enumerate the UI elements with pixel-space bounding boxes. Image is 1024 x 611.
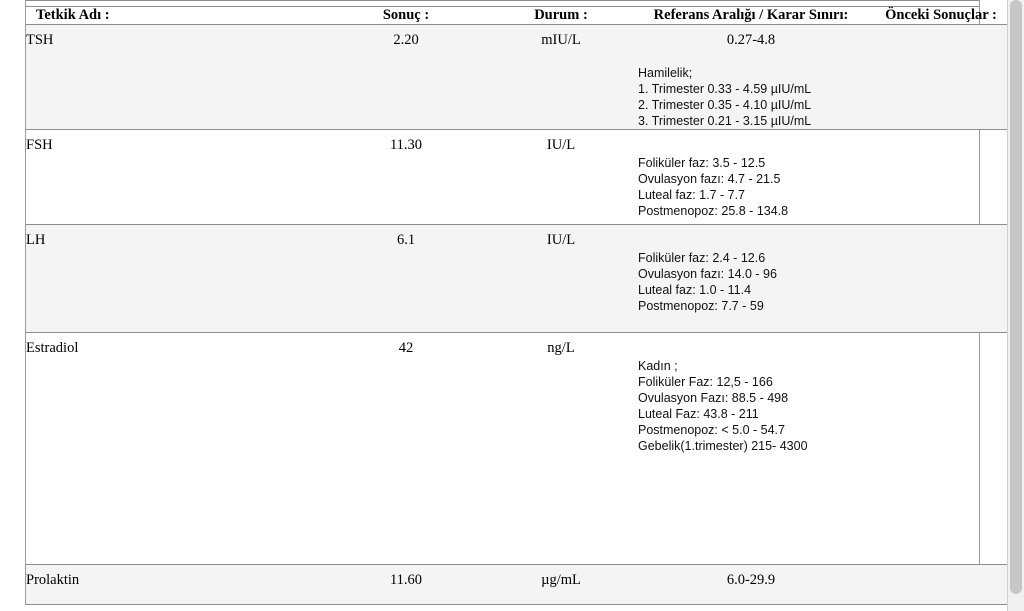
test-result: 2.20 — [326, 25, 486, 130]
reference-range — [636, 565, 866, 605]
reference-note-line: Postmenopoz: 25.8 - 134.8 — [638, 204, 789, 218]
reference-note-line: 1. Trimester 0.33 - 4.59 µIU/mL — [638, 82, 812, 96]
header-result: Sonuç : — [382, 7, 430, 23]
lab-results-table — [26, 7, 1016, 605]
previous-result — [866, 25, 1016, 130]
scrollbar-thumb[interactable] — [1010, 0, 1022, 594]
reference-note-line: Postmenopoz: 7.7 - 59 — [638, 299, 764, 313]
reference-note-line: Ovulasyon Fazı: 88.5 - 498 — [638, 391, 789, 405]
reference-range — [636, 225, 866, 333]
reference-note-line: Foliküler Faz: 12,5 - 166 — [638, 375, 773, 389]
test-unit: ng/L — [547, 340, 575, 356]
top-rule — [26, 0, 979, 7]
reference-note-line: Foliküler faz: 2.4 - 12.6 — [638, 251, 766, 265]
test-unit: IU/L — [486, 225, 636, 333]
test-result: 11.60 — [326, 565, 486, 605]
reference-note-line: Foliküler faz: 3.5 - 12.5 — [638, 156, 766, 170]
reference-notes — [636, 65, 866, 129]
test-unit: µg/mL — [486, 565, 636, 605]
table-header-row — [26, 7, 1016, 25]
lab-report — [25, 0, 997, 605]
header-status: Durum : — [534, 7, 588, 23]
reference-note-line: Ovulasyon fazı: 4.7 - 21.5 — [638, 172, 781, 186]
reference-note-line: Ovulasyon fazı: 14.0 - 96 — [638, 267, 777, 281]
left-margin — [0, 0, 25, 611]
test-result: 6.1 — [326, 225, 486, 333]
reference-note-line: Postmenopoz: < 5.0 - 54.7 — [638, 423, 785, 437]
test-name: LH — [26, 225, 326, 333]
reference-range — [636, 25, 866, 130]
test-result: 42 — [398, 340, 414, 356]
header-reference-range: Referans Aralığı / Karar Sınırı: — [653, 7, 849, 23]
vertical-scrollbar[interactable] — [1007, 0, 1024, 611]
table-row — [26, 333, 1016, 565]
reference-notes — [636, 250, 866, 314]
test-name: FSH — [26, 137, 53, 153]
test-name: TSH — [26, 25, 326, 130]
previous-result — [866, 225, 1016, 333]
reference-range — [636, 130, 866, 225]
test-unit: IU/L — [546, 137, 576, 153]
reference-range — [636, 333, 866, 565]
reference-note-line: Gebelik(1.trimester) 215- 4300 — [638, 439, 808, 453]
previous-result — [866, 130, 1016, 225]
reference-note-line: Luteal faz: 1.7 - 7.7 — [638, 188, 746, 202]
table-row — [26, 130, 1016, 225]
previous-result — [866, 565, 1016, 605]
reference-note-line: Kadın ; — [638, 359, 678, 373]
reference-notes — [636, 358, 866, 454]
test-name: Prolaktin — [26, 565, 326, 605]
reference-note-line: Luteal faz: 1.0 - 11.4 — [638, 283, 752, 297]
reference-main: 6.0-29.9 — [726, 572, 776, 588]
test-unit: mIU/L — [486, 25, 636, 130]
reference-note-line: Luteal Faz: 43.8 - 211 — [638, 407, 759, 421]
reference-main: 0.27-4.8 — [726, 32, 776, 48]
test-result: 11.30 — [389, 137, 423, 153]
table-row — [26, 25, 1016, 130]
table-row — [26, 565, 1016, 605]
reference-notes — [636, 155, 866, 219]
reference-note-line: 2. Trimester 0.35 - 4.10 µIU/mL — [638, 98, 812, 112]
reference-note-line: Hamilelik; — [638, 66, 693, 80]
table-row — [26, 225, 1016, 333]
header-previous-results: Önceki Sonuçlar : — [885, 7, 997, 23]
header-test-name: Tetkik Adı : — [36, 7, 110, 23]
reference-note-line: 3. Trimester 0.21 - 3.15 µIU/mL — [638, 114, 812, 128]
previous-result — [866, 333, 1016, 565]
test-name: Estradiol — [26, 340, 79, 356]
